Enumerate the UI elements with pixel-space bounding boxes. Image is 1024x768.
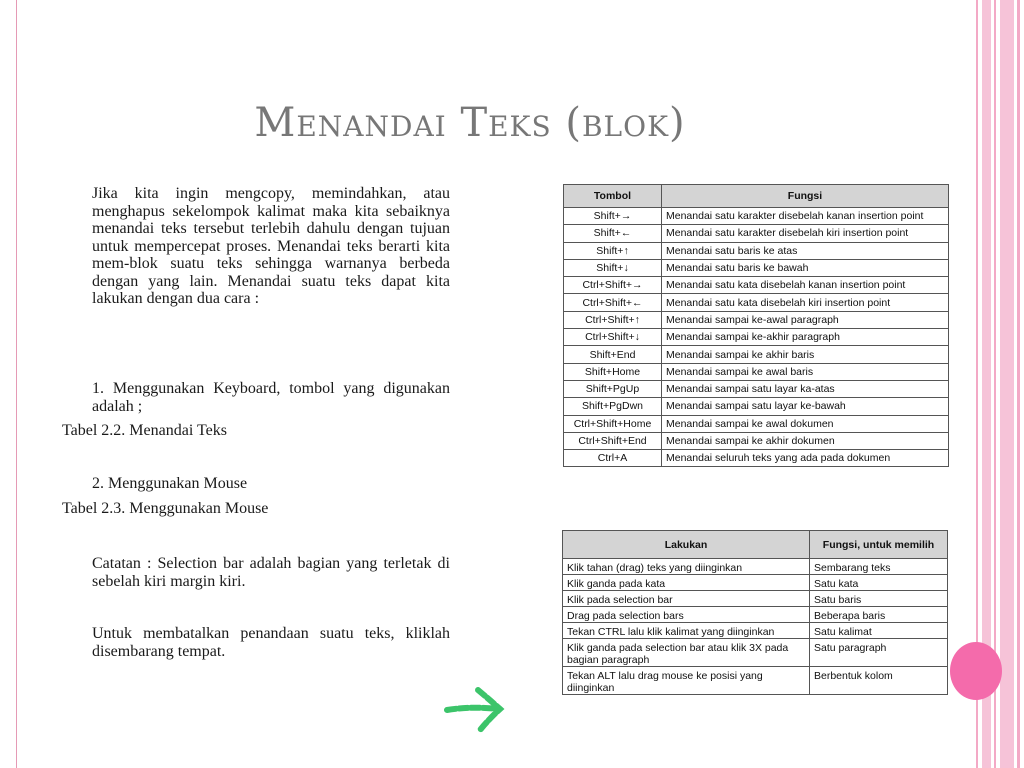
table-cell-function: Satu kata	[810, 575, 948, 591]
table-cell-function: Menandai satu kata disebelah kiri insertion point	[662, 294, 949, 311]
table-cell-function: Menandai sampai ke-akhir paragraph	[662, 329, 949, 346]
table-cell-function: Berbentuk kolom	[810, 667, 948, 695]
table-row	[563, 575, 948, 591]
table-cell-function: Menandai sampai ke awal baris	[662, 363, 949, 380]
table-cell-key: Ctrl+Shift+→	[564, 277, 662, 294]
table-cell-key: Klik tahan (drag) teks yang diinginkan	[563, 559, 810, 575]
table-cell-key: Klik ganda pada kata	[563, 575, 810, 591]
table-cell-function: Menandai sampai ke akhir dokumen	[662, 432, 949, 449]
table-cell-key: Tekan CTRL lalu klik kalimat yang diinginkan	[563, 623, 810, 639]
table-cell-function: Sembarang teks	[810, 559, 948, 575]
table-cell-function: Satu kalimat	[810, 623, 948, 639]
table1-header-tombol: Tombol	[564, 185, 662, 208]
keyboard-shortcuts-table	[563, 184, 949, 467]
table-cell-function: Menandai satu baris ke atas	[662, 242, 949, 259]
table-row	[564, 277, 949, 294]
slide-title: Menandai Teks (blok)	[254, 100, 686, 146]
table-cell-key: Klik pada selection bar	[563, 591, 810, 607]
cancel-paragraph: Untuk membatalkan penandaan suatu teks, kliklah disembarang tempat.	[92, 625, 450, 660]
table-row	[563, 639, 948, 667]
table-row	[564, 415, 949, 432]
right-stripe	[1017, 0, 1020, 768]
table-cell-key: Klik ganda pada selection bar atau klik 3X pada bagian paragraph	[563, 639, 810, 667]
table-cell-key: Shift+←	[564, 225, 662, 242]
table2-caption: Tabel 2.3. Menggunakan Mouse	[62, 500, 269, 517]
table-cell-key: Shift+→	[564, 208, 662, 225]
table-cell-key: Drag pada selection bars	[563, 607, 810, 623]
table1-header-fungsi: Fungsi	[662, 185, 949, 208]
table-cell-key: Ctrl+Shift+←	[564, 294, 662, 311]
table-row	[563, 607, 948, 623]
table-row	[564, 225, 949, 242]
intro-paragraph: Jika kita ingin mengcopy, memindahkan, atau menghapus sekelompok kalimat maka kita sebaiknya menandai teks tersebut terlebih dahulu dengan tujuan untuk mempercepat proses. Menandai teks berarti kita mem-blok suatu teks sehingga warnanya berbeda dengan yang lain. Menandai suatu teks dapat kita lakukan dengan dua cara :	[92, 185, 450, 307]
table-row	[564, 242, 949, 259]
table-cell-function: Beberapa baris	[810, 607, 948, 623]
table-cell-key: Ctrl+Shift+↓	[564, 329, 662, 346]
table-row	[564, 432, 949, 449]
table-row	[564, 380, 949, 397]
table-row	[563, 591, 948, 607]
table-cell-key: Shift+↑	[564, 242, 662, 259]
table-cell-key: Shift+↓	[564, 259, 662, 276]
note-paragraph: Catatan : Selection bar adalah bagian yang terletak di sebelah kiri margin kiri.	[92, 555, 450, 590]
table-row	[563, 623, 948, 639]
table-row	[564, 363, 949, 380]
table-row	[564, 294, 949, 311]
table-cell-function: Menandai satu karakter disebelah kanan insertion point	[662, 208, 949, 225]
method-keyboard-text: 1. Menggunakan Keyboard, tombol yang digunakan adalah ;	[92, 380, 450, 415]
table-cell-key: Shift+Home	[564, 363, 662, 380]
table-cell-key: Ctrl+Shift+End	[564, 432, 662, 449]
pink-circle-decoration	[950, 642, 1002, 700]
table-cell-function: Menandai sampai satu layar ka-atas	[662, 380, 949, 397]
table-cell-function: Menandai satu baris ke bawah	[662, 259, 949, 276]
table2-header-lakukan: Lakukan	[563, 531, 810, 559]
table-row	[564, 329, 949, 346]
table-row	[563, 667, 948, 695]
table-row	[564, 208, 949, 225]
table-cell-function: Menandai sampai ke awal dokumen	[662, 415, 949, 432]
table-row	[564, 311, 949, 328]
table-cell-function: Menandai satu karakter disebelah kiri insertion point	[662, 225, 949, 242]
table-cell-function: Menandai seluruh teks yang ada pada dokumen	[662, 450, 949, 467]
table-cell-key: Shift+PgUp	[564, 380, 662, 397]
table-cell-key: Shift+End	[564, 346, 662, 363]
mouse-selection-table	[562, 530, 948, 695]
table-cell-function: Menandai sampai satu layar ke-bawah	[662, 398, 949, 415]
green-right-arrow-icon	[444, 684, 506, 736]
table2-header-fungsi: Fungsi, untuk memilih	[810, 531, 948, 559]
table-cell-key: Ctrl+Shift+↑	[564, 311, 662, 328]
table-cell-function: Menandai sampai ke akhir baris	[662, 346, 949, 363]
table-row	[564, 450, 949, 467]
table-cell-function: Satu baris	[810, 591, 948, 607]
table-cell-key: Shift+PgDwn	[564, 398, 662, 415]
table-cell-key: Ctrl+A	[564, 450, 662, 467]
table-row	[564, 398, 949, 415]
table-row	[564, 259, 949, 276]
table-cell-key: Ctrl+Shift+Home	[564, 415, 662, 432]
table-row	[563, 559, 948, 575]
method-mouse-text: 2. Menggunakan Mouse	[92, 475, 248, 492]
table-cell-function: Satu paragraph	[810, 639, 948, 667]
table-cell-function: Menandai satu kata disebelah kanan insertion point	[662, 277, 949, 294]
table-row	[564, 346, 949, 363]
table-cell-key: Tekan ALT lalu drag mouse ke posisi yang diinginkan	[563, 667, 810, 695]
right-stripe	[1000, 0, 1014, 768]
table1-caption: Tabel 2.2. Menandai Teks	[62, 422, 227, 439]
table-cell-function: Menandai sampai ke-awal paragraph	[662, 311, 949, 328]
